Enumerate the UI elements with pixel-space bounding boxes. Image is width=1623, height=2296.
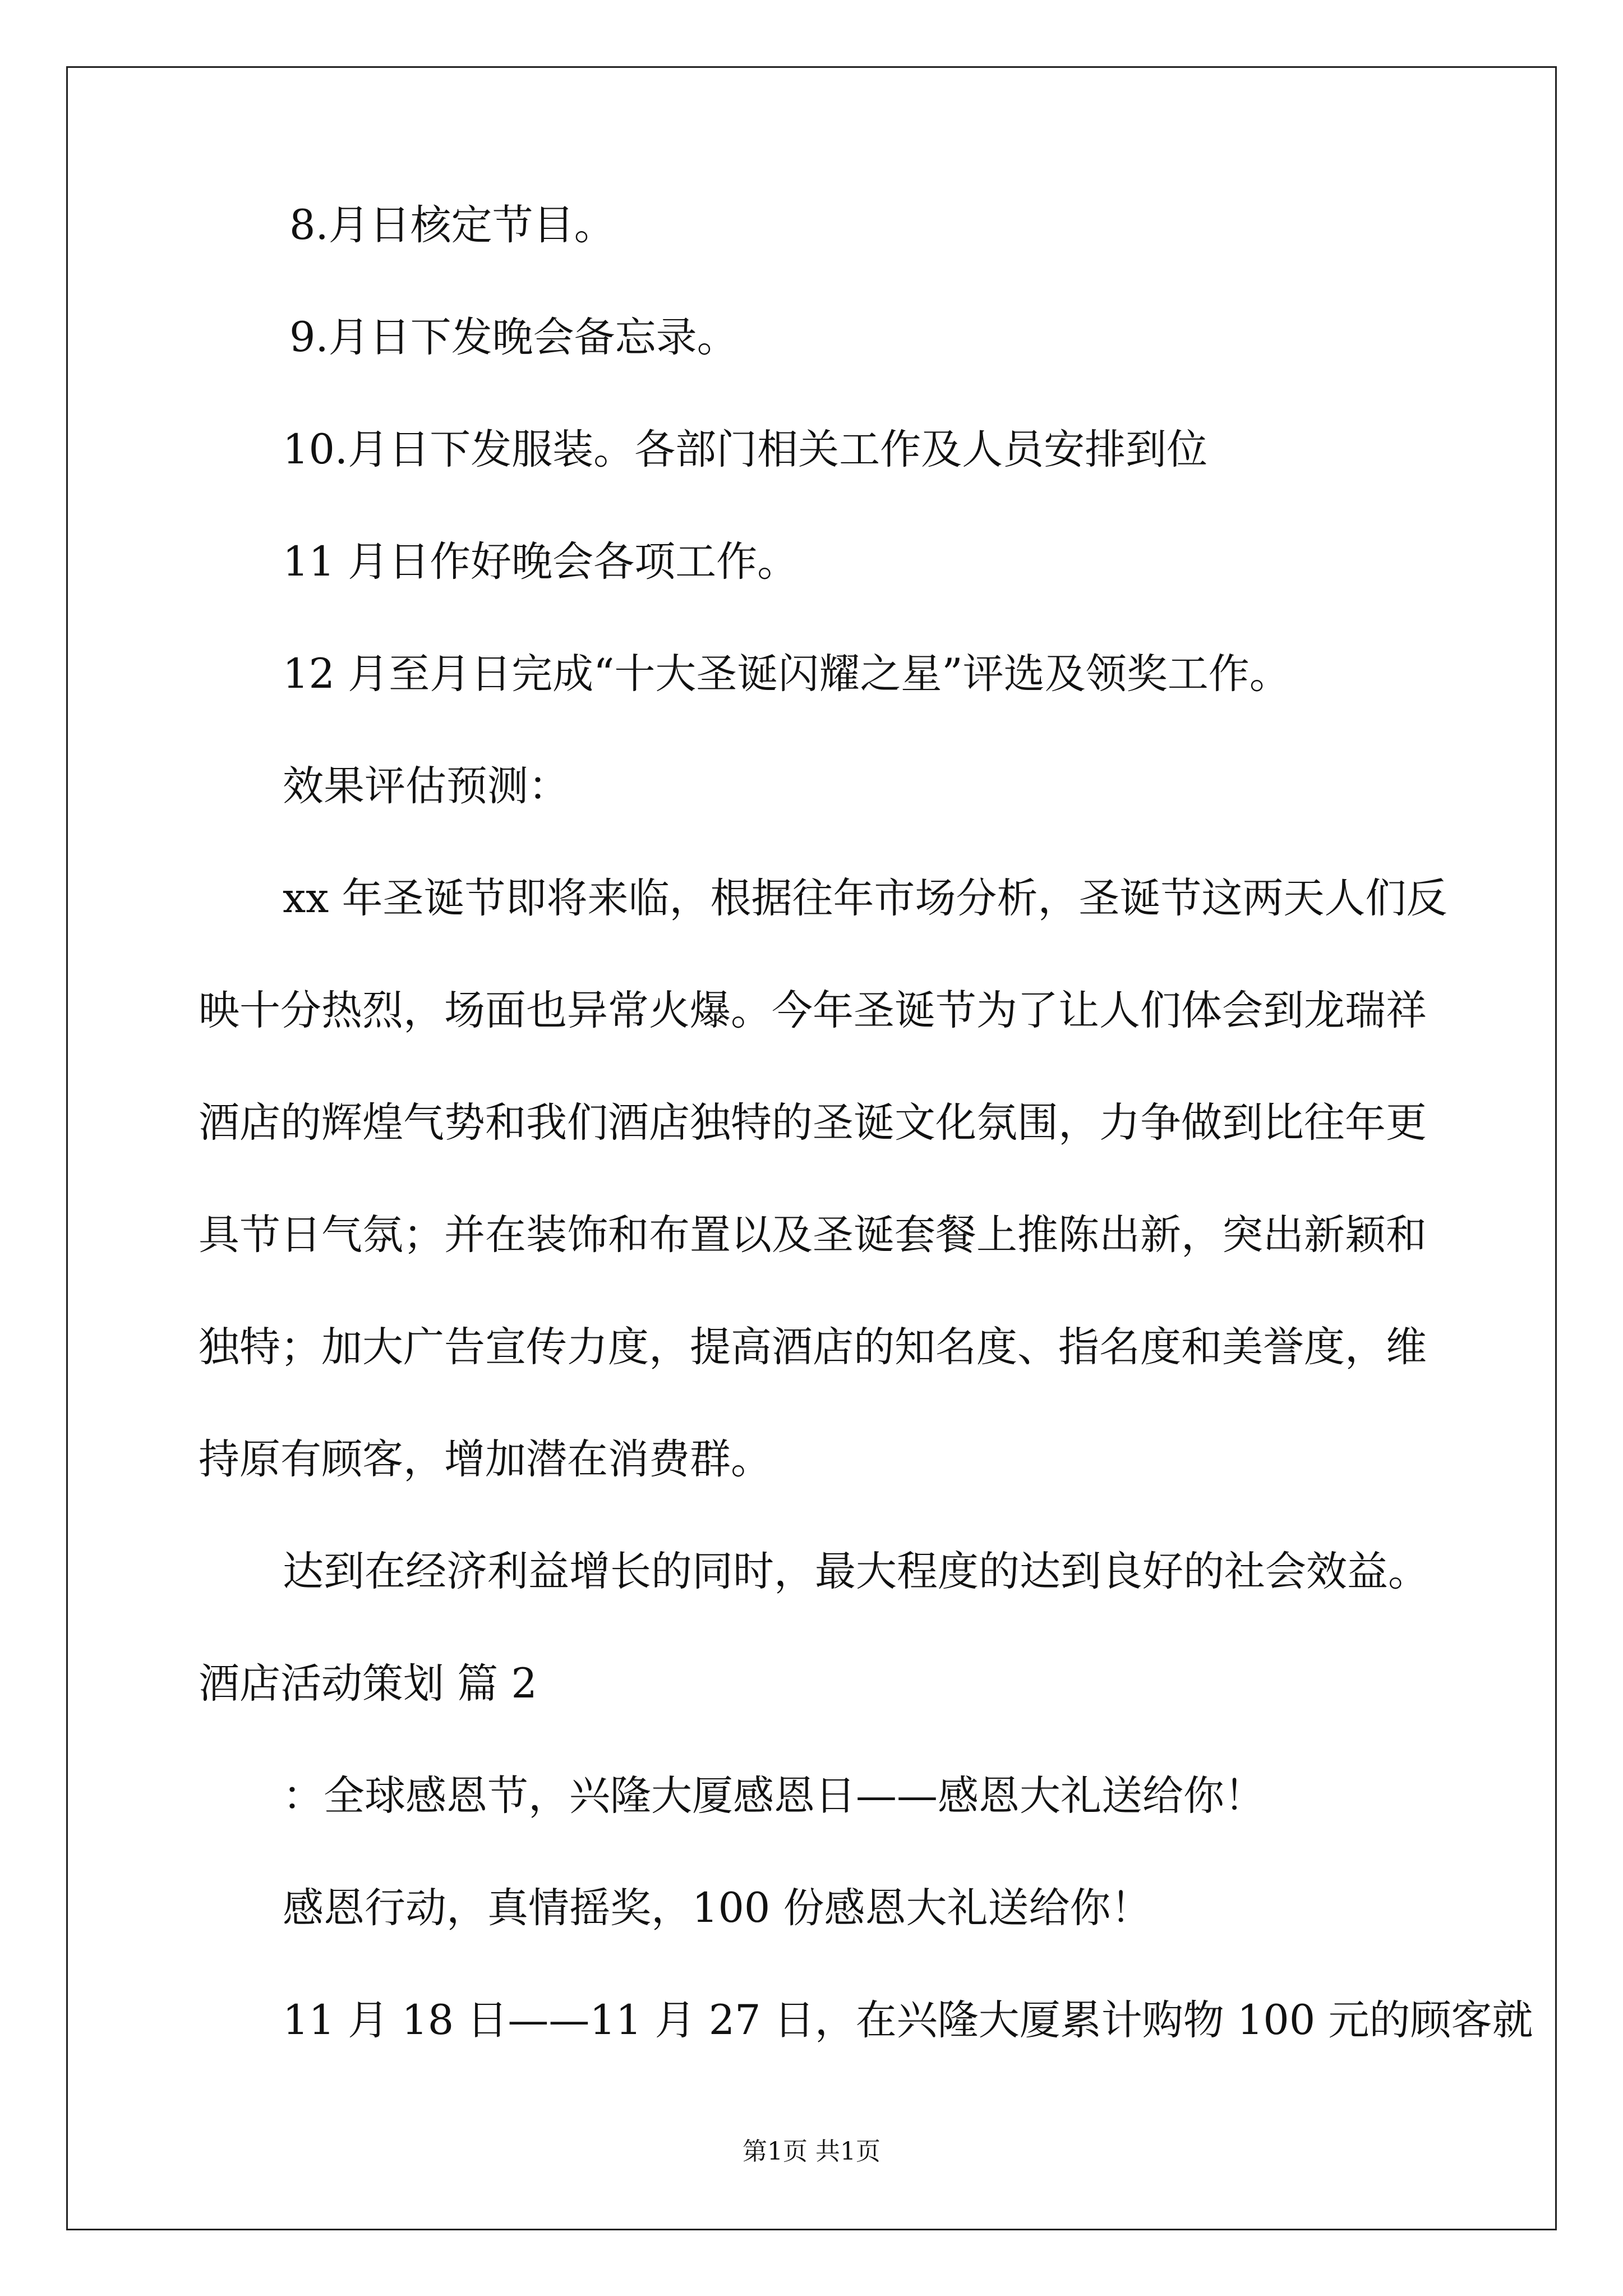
- text-line: 8.月日核定节目。: [289, 201, 615, 249]
- text-line: xx 年圣诞节即将来临，根据往年市场分析，圣诞节这两天人们反: [283, 875, 1447, 922]
- page-footer: 第1页 共1页: [743, 2137, 880, 2166]
- text-line: 10.月日下发服装。各部门相关工作及人员安排到位: [283, 426, 1208, 473]
- text-line: 11 月日作好晚会各项工作。: [283, 538, 799, 586]
- text-line: 感恩行动，真情摇奖，100 份感恩大礼送给你！: [283, 1884, 1152, 1932]
- text-line: 效果评估预测：: [283, 762, 569, 810]
- text-line: 具节日气氛；并在装饰和布置以及圣诞套餐上推陈出新，突出新颖和: [199, 1211, 1427, 1259]
- text-line: 酒店的辉煌气势和我们酒店独特的圣诞文化氛围，力争做到比往年更: [199, 1099, 1427, 1147]
- text-line: 映十分热烈，场面也异常火爆。今年圣诞节为了让人们体会到龙瑞祥: [199, 987, 1427, 1034]
- text-line: 达到在经济利益增长的同时，最大程度的达到良好的社会效益。: [283, 1548, 1429, 1595]
- text-line: 独特；加大广告宣传力度，提高酒店的知名度、指名度和美誉度，维: [199, 1323, 1427, 1371]
- text-line: 12 月至月日完成“十大圣诞闪耀之星”评选及领奖工作。: [283, 650, 1290, 698]
- text-line: ：全球感恩节，兴隆大厦感恩日——感恩大礼送给你！: [283, 1772, 1265, 1820]
- text-line: 持原有顾客，增加潜在消费群。: [199, 1435, 772, 1483]
- text-line: 9.月日下发晚会备忘录。: [289, 314, 738, 361]
- text-line: 11 月 18 日——11 月 27 日，在兴隆大厦累计购物 100 元的顾客就: [283, 1996, 1533, 2044]
- section-heading: 酒店活动策划 篇 2: [199, 1660, 537, 1708]
- document-body: [199, 0, 1533, 2076]
